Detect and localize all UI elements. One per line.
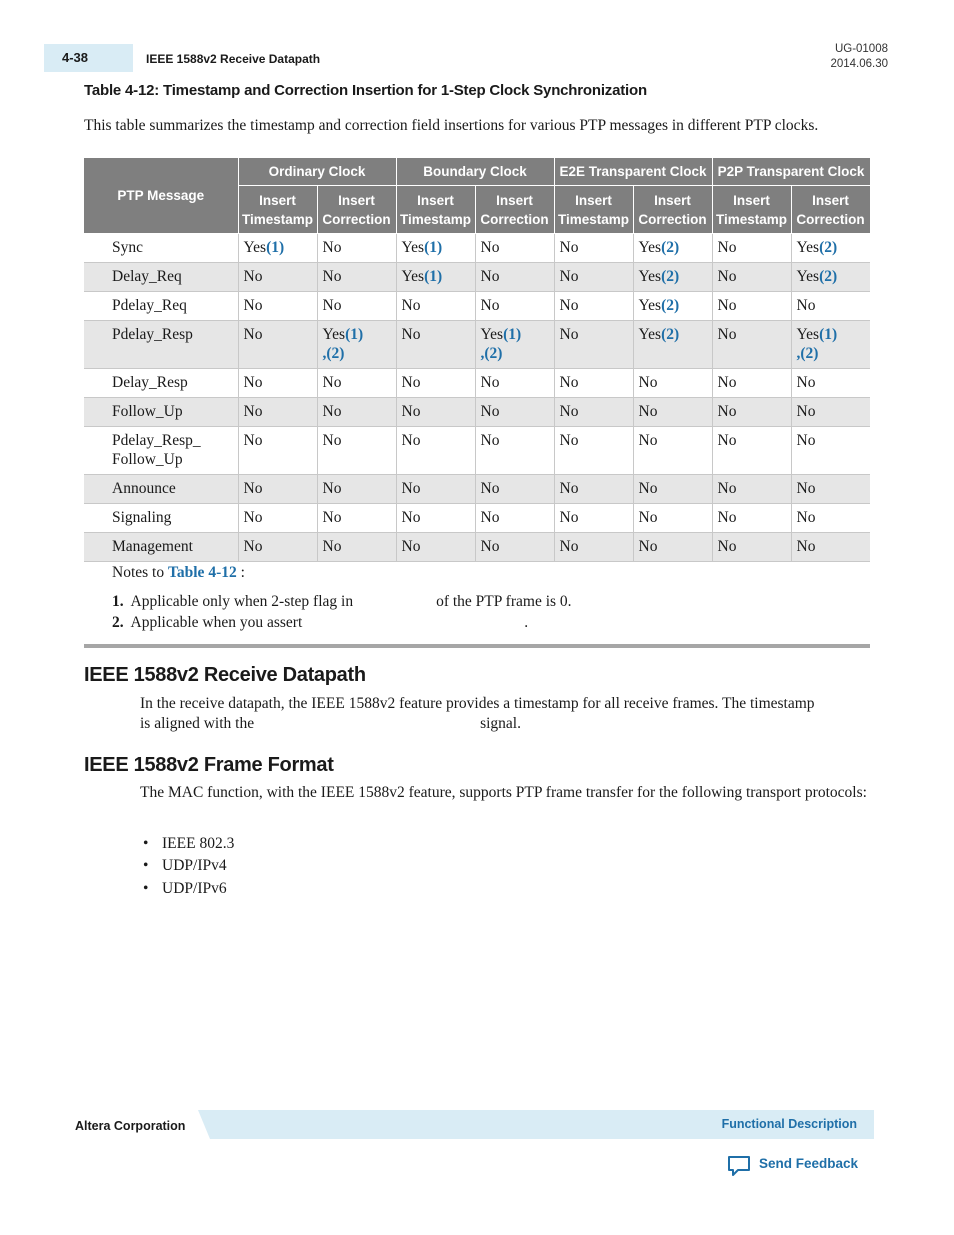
table-cell bbox=[554, 427, 633, 475]
cell-value: No bbox=[559, 326, 579, 343]
cell-value: No bbox=[559, 403, 579, 420]
cell-value: No bbox=[717, 297, 737, 314]
cell-value: No bbox=[717, 268, 737, 285]
cell-value: No bbox=[401, 374, 421, 391]
table-cell bbox=[238, 475, 317, 504]
table-cell bbox=[396, 504, 475, 533]
table-cell bbox=[633, 533, 712, 562]
list-item: • IEEE 802.3 bbox=[143, 835, 235, 852]
table-cell bbox=[791, 369, 870, 398]
table-cell bbox=[633, 475, 712, 504]
table-cell bbox=[475, 504, 554, 533]
table-cell bbox=[396, 398, 475, 427]
header-boundary-clock: Boundary Clock bbox=[396, 158, 554, 186]
cell-value: Yes bbox=[401, 268, 425, 285]
footnote-link[interactable]: ,(2) bbox=[796, 345, 819, 362]
table-cell bbox=[475, 321, 554, 369]
table-cell bbox=[633, 427, 712, 475]
cell-value: No bbox=[480, 538, 500, 555]
cell-value: No bbox=[480, 268, 500, 285]
cell-value: Yes bbox=[796, 326, 820, 343]
table-cell bbox=[791, 321, 870, 369]
footnote-link[interactable]: (1) bbox=[819, 326, 838, 343]
table-cell bbox=[712, 475, 791, 504]
table-cell bbox=[554, 504, 633, 533]
document-id bbox=[830, 42, 888, 72]
footnote-link[interactable]: (1) bbox=[424, 239, 443, 256]
table-cell bbox=[712, 234, 791, 263]
footnote-link[interactable]: (2) bbox=[661, 297, 680, 314]
table-cell bbox=[396, 292, 475, 321]
cell-value: No bbox=[559, 509, 579, 526]
table-cell bbox=[633, 234, 712, 263]
cell-value: No bbox=[717, 509, 737, 526]
footnote-link[interactable]: (2) bbox=[819, 268, 838, 285]
table-cell bbox=[396, 321, 475, 369]
cell-value: No bbox=[322, 239, 342, 256]
cell-value: No bbox=[243, 374, 263, 391]
table-row bbox=[84, 369, 870, 398]
table-reference-link[interactable]: Table 4-12 bbox=[167, 564, 237, 581]
header-ptp-message: PTP Message bbox=[84, 158, 238, 234]
cell-value: No bbox=[796, 403, 816, 420]
table-row bbox=[84, 321, 870, 369]
cell-value: No bbox=[243, 297, 263, 314]
ptp-insertion-table bbox=[84, 157, 871, 562]
table-cell bbox=[317, 504, 396, 533]
table-cell bbox=[238, 263, 317, 292]
cell-value: Yes bbox=[638, 268, 662, 285]
cell-value: Yes bbox=[322, 326, 346, 343]
table-cell bbox=[475, 292, 554, 321]
cell-value: No bbox=[401, 403, 421, 420]
table-cell bbox=[633, 292, 712, 321]
cell-value: No bbox=[796, 480, 816, 497]
cell-value: No bbox=[796, 538, 816, 555]
table-cell bbox=[238, 533, 317, 562]
cell-value: No bbox=[559, 239, 579, 256]
table-cell bbox=[317, 398, 396, 427]
table-cell bbox=[712, 369, 791, 398]
footnote-link[interactable]: ,(2) bbox=[480, 345, 503, 362]
table-cell bbox=[317, 321, 396, 369]
footnote-link[interactable]: (1) bbox=[345, 326, 364, 343]
subheader-insert-correction: Insert Correction bbox=[633, 186, 712, 234]
cell-value: No bbox=[243, 268, 263, 285]
table-cell bbox=[396, 369, 475, 398]
cell-value: No bbox=[559, 268, 579, 285]
cell-value: No bbox=[480, 297, 500, 314]
cell-value: No bbox=[559, 297, 579, 314]
table-cell bbox=[317, 369, 396, 398]
cell-value: No bbox=[559, 538, 579, 555]
cell-value: No bbox=[480, 239, 500, 256]
cell-value: Yes bbox=[243, 239, 267, 256]
table-cell bbox=[554, 533, 633, 562]
cell-value: No bbox=[322, 432, 342, 449]
table-cell bbox=[554, 263, 633, 292]
cell-value: No bbox=[322, 297, 342, 314]
note-1: 1. Applicable only when 2-step flag in of the PTP frame is 0. bbox=[112, 593, 572, 610]
cell-value: No bbox=[480, 509, 500, 526]
table-cell bbox=[238, 504, 317, 533]
table-cell bbox=[633, 398, 712, 427]
ptp-message-cell: Pdelay_Resp_ Follow_Up bbox=[84, 427, 238, 475]
table-cell bbox=[317, 427, 396, 475]
table-cell bbox=[475, 427, 554, 475]
table-cell bbox=[633, 504, 712, 533]
table-row bbox=[84, 263, 870, 292]
footnote-link[interactable]: (1) bbox=[266, 239, 285, 256]
section-divider bbox=[84, 644, 870, 648]
cell-value: No bbox=[480, 403, 500, 420]
cell-value: No bbox=[243, 403, 263, 420]
table-cell bbox=[791, 475, 870, 504]
functional-description-link[interactable]: Functional Description bbox=[721, 1117, 857, 1131]
cell-value: No bbox=[322, 509, 342, 526]
cell-value: No bbox=[401, 480, 421, 497]
running-header: IEEE 1588v2 Receive Datapath bbox=[146, 52, 321, 66]
table-cell bbox=[791, 234, 870, 263]
cell-value: No bbox=[243, 432, 263, 449]
footnote-link[interactable]: (2) bbox=[661, 326, 680, 343]
cell-value: No bbox=[796, 374, 816, 391]
cell-value: No bbox=[559, 432, 579, 449]
table-cell bbox=[396, 427, 475, 475]
cell-value: Yes bbox=[796, 268, 820, 285]
table-row bbox=[84, 292, 870, 321]
table-cell bbox=[396, 533, 475, 562]
receive-datapath-paragraph: In the receive datapath, the IEEE 1588v2 feature provides a timestamp for all receive frames. The timestamp is aligned with the signal. bbox=[140, 695, 815, 732]
table-cell bbox=[238, 292, 317, 321]
table-cell bbox=[396, 263, 475, 292]
table-cell bbox=[475, 263, 554, 292]
cell-value: No bbox=[243, 326, 263, 343]
table-row bbox=[84, 475, 870, 504]
ptp-message-cell: Management bbox=[84, 533, 238, 562]
cell-value: No bbox=[796, 509, 816, 526]
cell-value: No bbox=[401, 538, 421, 555]
table-cell bbox=[317, 533, 396, 562]
subheader-insert-correction: Insert Correction bbox=[317, 186, 396, 234]
section-heading-receive-datapath: IEEE 1588v2 Receive Datapath bbox=[84, 664, 366, 686]
ptp-message-cell: Delay_Req bbox=[84, 263, 238, 292]
footnote-link[interactable]: (2) bbox=[661, 268, 680, 285]
table-cell bbox=[712, 263, 791, 292]
list-item: • UDP/IPv6 bbox=[143, 880, 227, 897]
page-number-tab bbox=[44, 44, 133, 72]
subheader-insert-correction: Insert Correction bbox=[475, 186, 554, 234]
header-p2p-transparent-clock: P2P Transparent Clock bbox=[712, 158, 870, 186]
cell-value: No bbox=[322, 403, 342, 420]
table-cell bbox=[475, 475, 554, 504]
table-cell bbox=[238, 427, 317, 475]
cell-value: No bbox=[322, 374, 342, 391]
note-2: 2. Applicable when you assert . bbox=[112, 614, 529, 631]
table-cell bbox=[475, 234, 554, 263]
doc-date: 2014.06.30 bbox=[830, 58, 888, 70]
table-cell bbox=[554, 398, 633, 427]
table-cell bbox=[791, 427, 870, 475]
ptp-message-cell: Follow_Up bbox=[84, 398, 238, 427]
cell-value: Yes bbox=[480, 326, 504, 343]
footnote-link[interactable]: (1) bbox=[424, 268, 443, 285]
ptp-message-cell: Signaling bbox=[84, 504, 238, 533]
table-cell bbox=[791, 398, 870, 427]
table-cell bbox=[791, 533, 870, 562]
table-cell bbox=[633, 321, 712, 369]
table-row bbox=[84, 427, 870, 475]
table-row bbox=[84, 504, 870, 533]
table-notes-label: Notes to Table 4-12 : bbox=[112, 564, 245, 581]
table-cell bbox=[712, 504, 791, 533]
table-cell bbox=[475, 369, 554, 398]
cell-value: No bbox=[243, 538, 263, 555]
cell-value: No bbox=[717, 480, 737, 497]
table-cell bbox=[712, 427, 791, 475]
table-cell bbox=[238, 369, 317, 398]
cell-value: No bbox=[559, 374, 579, 391]
footnote-link[interactable]: ,(2) bbox=[322, 345, 345, 362]
table-cell bbox=[712, 292, 791, 321]
section-heading-frame-format: IEEE 1588v2 Frame Format bbox=[84, 754, 334, 776]
cell-value: No bbox=[638, 538, 658, 555]
table-row bbox=[84, 533, 870, 562]
cell-value: No bbox=[401, 297, 421, 314]
ptp-message-cell: Delay_Resp bbox=[84, 369, 238, 398]
cell-value: No bbox=[717, 403, 737, 420]
cell-value: No bbox=[559, 480, 579, 497]
cell-value: Yes bbox=[796, 239, 820, 256]
table-cell bbox=[712, 533, 791, 562]
cell-value: Yes bbox=[401, 239, 425, 256]
cell-value: Yes bbox=[638, 297, 662, 314]
ptp-message-cell: Sync bbox=[84, 234, 238, 263]
table-cell bbox=[396, 475, 475, 504]
ptp-message-cell: Pdelay_Resp bbox=[84, 321, 238, 369]
table-row bbox=[84, 234, 870, 263]
cell-value: No bbox=[638, 480, 658, 497]
table-cell bbox=[238, 321, 317, 369]
cell-value: No bbox=[401, 509, 421, 526]
cell-value: No bbox=[480, 374, 500, 391]
table-cell bbox=[317, 234, 396, 263]
cell-value: No bbox=[717, 239, 737, 256]
table-cell bbox=[396, 234, 475, 263]
table-cell bbox=[554, 292, 633, 321]
table-cell bbox=[712, 398, 791, 427]
cell-value: No bbox=[322, 268, 342, 285]
table-cell bbox=[317, 263, 396, 292]
subheader-insert-correction: Insert Correction bbox=[791, 186, 870, 234]
speech-bubble-icon[interactable] bbox=[727, 1155, 751, 1177]
table-intro: This table summarizes the timestamp and correction field insertions for various PTP messages in different PTP clocks. bbox=[84, 117, 819, 134]
page-number: 4-38 bbox=[62, 50, 89, 65]
table-cell bbox=[475, 533, 554, 562]
cell-value: No bbox=[243, 509, 263, 526]
cell-value: No bbox=[717, 432, 737, 449]
send-feedback-link[interactable]: Send Feedback bbox=[759, 1156, 859, 1171]
cell-value: No bbox=[401, 326, 421, 343]
ptp-message-cell: Pdelay_Req bbox=[84, 292, 238, 321]
header-e2e-transparent-clock: E2E Transparent Clock bbox=[554, 158, 712, 186]
footnote-link[interactable]: (2) bbox=[661, 239, 680, 256]
table-cell bbox=[238, 234, 317, 263]
header-ordinary-clock: Ordinary Clock bbox=[238, 158, 396, 186]
cell-value: No bbox=[480, 432, 500, 449]
cell-value: No bbox=[322, 538, 342, 555]
cell-value: No bbox=[480, 480, 500, 497]
table-cell bbox=[554, 475, 633, 504]
table-cell bbox=[554, 234, 633, 263]
cell-value: Yes bbox=[638, 239, 662, 256]
table-cell bbox=[791, 292, 870, 321]
cell-value: No bbox=[243, 480, 263, 497]
table-title: Table 4-12: Timestamp and Correction Insertion for 1-Step Clock Synchronization bbox=[84, 82, 647, 99]
cell-value: No bbox=[796, 297, 816, 314]
footnote-link[interactable]: (2) bbox=[819, 239, 838, 256]
table-cell bbox=[633, 369, 712, 398]
cell-value: No bbox=[638, 403, 658, 420]
cell-value: No bbox=[322, 480, 342, 497]
table-cell bbox=[633, 263, 712, 292]
company-name: Altera Corporation bbox=[75, 1119, 186, 1133]
table-cell bbox=[475, 398, 554, 427]
table-cell bbox=[791, 263, 870, 292]
subheader-insert-timestamp: Insert Timestamp bbox=[238, 186, 317, 234]
cell-value: No bbox=[796, 432, 816, 449]
cell-value: Yes bbox=[638, 326, 662, 343]
table-cell bbox=[317, 475, 396, 504]
cell-value: No bbox=[638, 432, 658, 449]
subheader-insert-timestamp: Insert Timestamp bbox=[712, 186, 791, 234]
table-cell bbox=[317, 292, 396, 321]
table-row bbox=[84, 398, 870, 427]
list-item: • UDP/IPv4 bbox=[143, 857, 227, 874]
table-cell bbox=[554, 321, 633, 369]
cell-value: No bbox=[401, 432, 421, 449]
cell-value: No bbox=[638, 509, 658, 526]
ptp-message-cell: Announce bbox=[84, 475, 238, 504]
cell-value: No bbox=[717, 326, 737, 343]
frame-format-paragraph: The MAC function, with the IEEE 1588v2 feature, supports PTP frame transfer for the following transport protocols: bbox=[140, 784, 867, 801]
table-cell bbox=[712, 321, 791, 369]
cell-value: No bbox=[638, 374, 658, 391]
table-cell bbox=[238, 398, 317, 427]
doc-number: UG-01008 bbox=[834, 43, 888, 55]
table-cell bbox=[554, 369, 633, 398]
table-cell bbox=[791, 504, 870, 533]
footnote-link[interactable]: (1) bbox=[503, 326, 522, 343]
cell-value: No bbox=[717, 374, 737, 391]
subheader-insert-timestamp: Insert Timestamp bbox=[554, 186, 633, 234]
cell-value: No bbox=[717, 538, 737, 555]
subheader-insert-timestamp: Insert Timestamp bbox=[396, 186, 475, 234]
